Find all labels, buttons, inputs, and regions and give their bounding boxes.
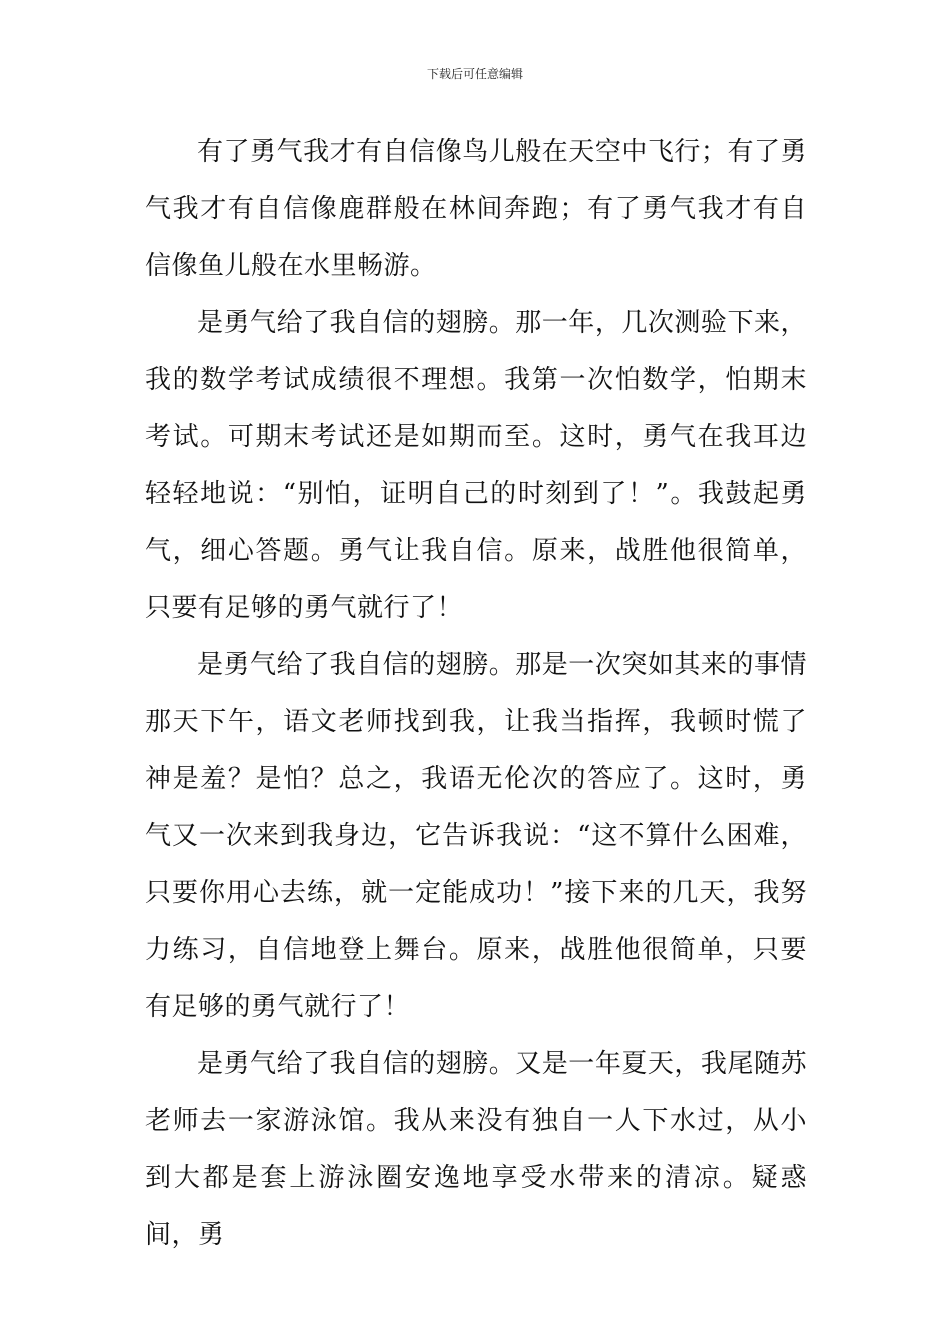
paragraph-2: 是勇气给了我自信的翅膀。那一年，几次测验下来，我的数学考试成绩很不理想。我第一次怕数学，怕期末考试。可期末考试还是如期而至。这时，勇气在我耳边轻轻地说：“别怕，证明自己的时刻到了！”。我鼓起勇气，细心答题。勇气让我自信。原来，战胜他很简单，只要有足够的勇气就行了！: [145, 308, 807, 623]
paragraph-3: 是勇气给了我自信的翅膀。那是一次突如其来的事情那天下午，语文老师找到我，让我当指挥，我顿时慌了神是羞？是怕？总之，我语无伦次的答应了。这时，勇气又一次来到我身边，它告诉我说：“这不算什么困难，只要你用心去练，就一定能成功！”接下来的几天，我努力练习，自信地登上舞台。原来，战胜他很简单，只要有足够的勇气就行了！: [145, 650, 807, 1022]
paragraph-1: 有了勇气我才有自信像鸟儿般在天空中飞行；有了勇气我才有自信像鹿群般在林间奔跑；有了勇气我才有自信像鱼儿般在水里畅游。: [145, 137, 807, 281]
page-header: 下载后可任意编辑: [426, 67, 523, 81]
paragraph-4: 是勇气给了我自信的翅膀。又是一年夏天，我尾随苏老师去一家游泳馆。我从来没有独自一人下水过，从小到大都是套上游泳圈安逸地享受水带来的清凉。疑惑间，勇: [145, 1049, 807, 1250]
essay-body: [145, 124, 807, 1264]
